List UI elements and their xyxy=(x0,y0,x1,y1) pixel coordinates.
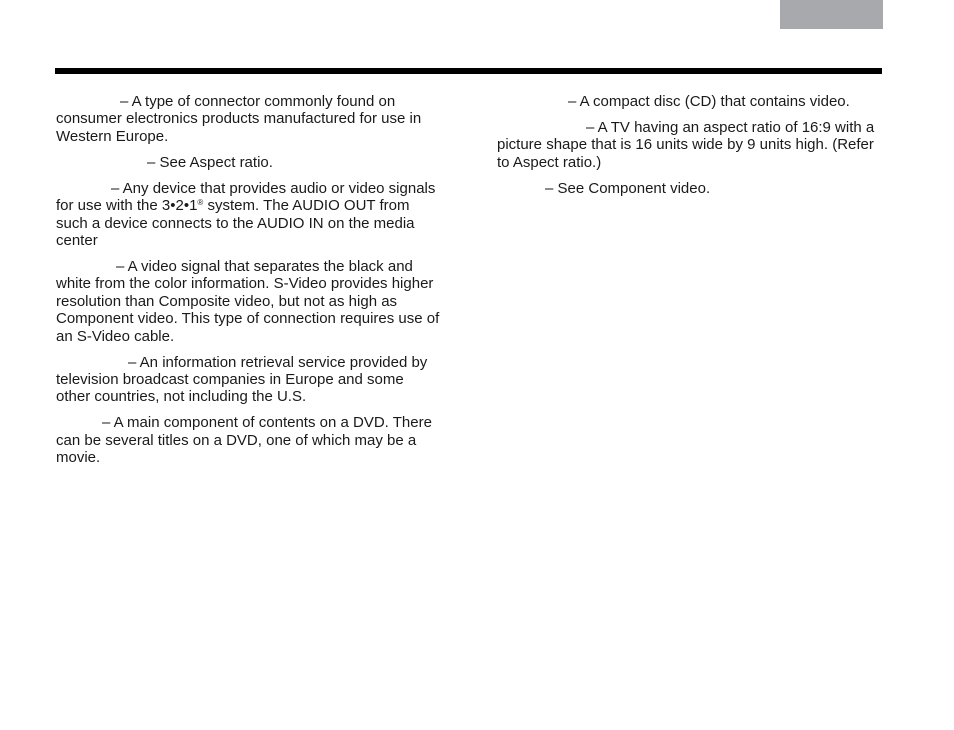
glossary-definition: – See Aspect ratio. xyxy=(147,153,273,171)
glossary-entry-teletext xyxy=(56,354,440,406)
glossary-definition: – A video signal that separates the black and white from the color information. S-Video provides higher resolution than Composite video, but not as high as Component video. This type of connection requires use of an S-Video cable. xyxy=(56,258,440,345)
glossary-entry-widescreen-tv xyxy=(497,119,883,171)
glossary-right-column xyxy=(497,93,883,206)
header-tab xyxy=(780,0,883,29)
glossary-entry-source xyxy=(56,180,440,250)
glossary-entry-title xyxy=(56,414,440,466)
glossary-definition: – A TV having an aspect ratio of 16:9 with a picture shape that is 16 units wide by 9 units high. (Refer to Aspect ratio.) xyxy=(497,119,875,171)
glossary-definition: – See Component video. xyxy=(545,179,711,197)
glossary-left-column xyxy=(56,93,440,475)
registered-mark: ® xyxy=(197,198,204,208)
glossary-definition: – A type of connector commonly found on consumer electronics products manufactured for use in Western Europe. xyxy=(56,93,422,145)
glossary-entry-ypbpr xyxy=(497,180,883,197)
glossary-definition: – An information retrieval service provided by television broadcast companies in Europe and some other countries, not including the U.S. xyxy=(56,353,428,406)
glossary-entry-video-cd xyxy=(497,93,883,110)
glossary-definition: – A compact disc (CD) that contains video. xyxy=(568,93,850,110)
glossary-entry-scart xyxy=(56,93,440,145)
glossary-entry-s-video xyxy=(56,258,440,345)
glossary-entry-screen-format xyxy=(56,154,440,171)
glossary-definition: system. The AUDIO OUT from such a device connects to the AUDIO IN on the media center xyxy=(56,197,415,250)
glossary-definition: – Any device that provides audio or video signals for use with the 3•2•1 xyxy=(56,179,436,215)
glossary-definition: – A main component of contents on a DVD. There can be several titles on a DVD, one of which may be a movie. xyxy=(56,414,432,467)
header-rule xyxy=(55,68,882,74)
